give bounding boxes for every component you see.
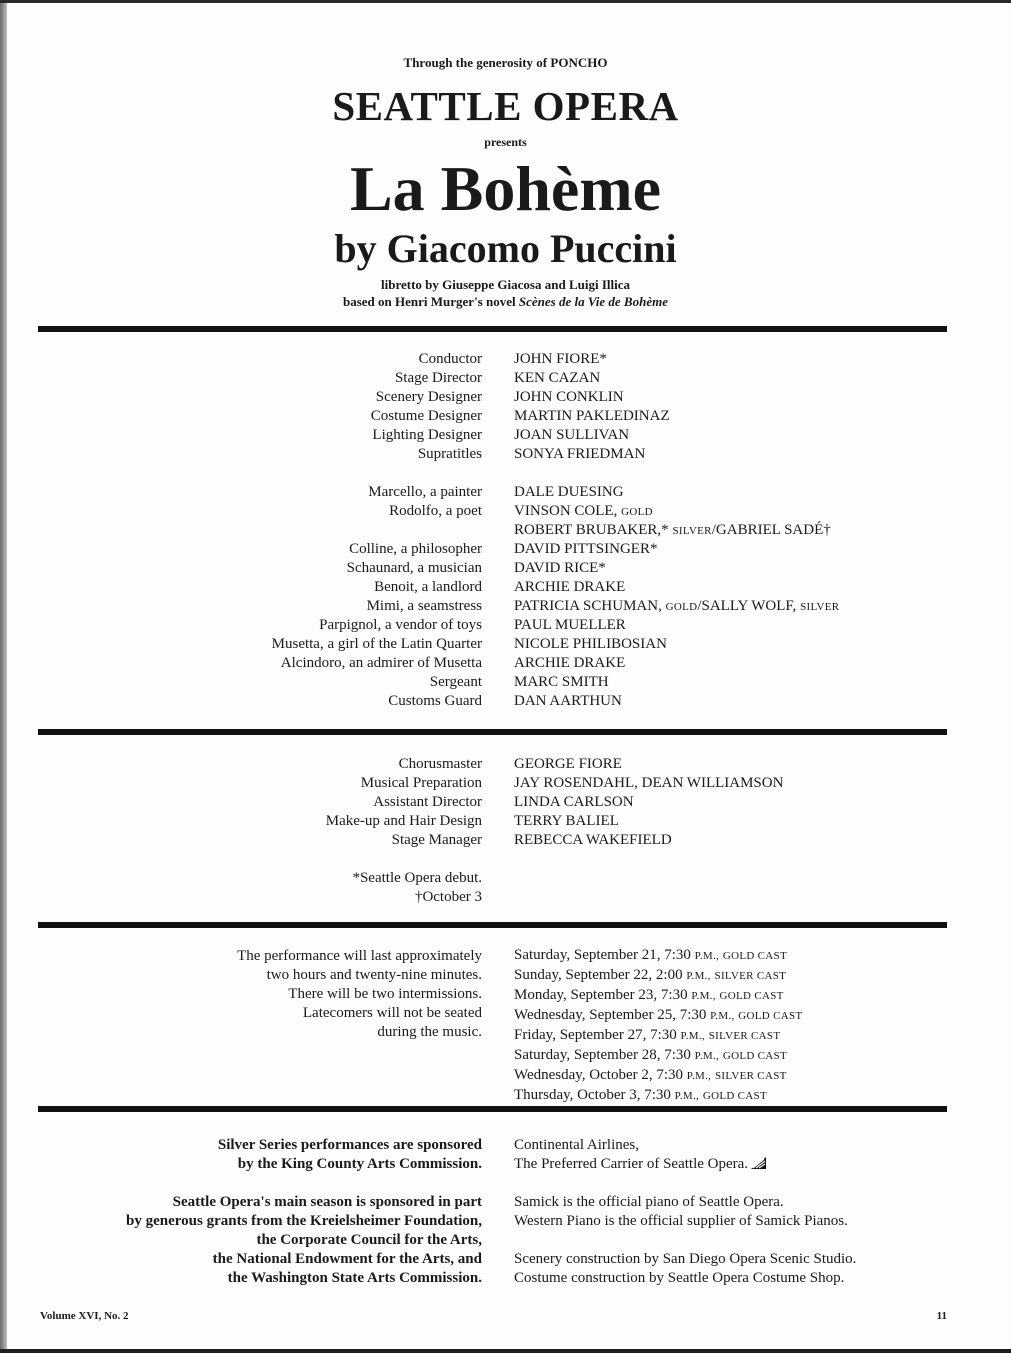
credit-name: JOHN CONKLIN	[514, 389, 624, 405]
cast-row	[0, 521, 1011, 540]
staff-row	[0, 831, 1011, 850]
staff-role: Musical Preparation	[360, 775, 482, 791]
credit-role: Scenery Designer	[375, 389, 482, 405]
cast-role: Colline, a philosopher	[349, 541, 482, 557]
credit-row	[0, 407, 1011, 426]
cast-name: DAVID RICE*	[514, 560, 606, 576]
cast-role: Customs Guard	[388, 693, 482, 709]
section-divider	[38, 1106, 947, 1112]
cast-tag: SILVER CAST	[714, 970, 787, 982]
info-line: during the music.	[377, 1024, 482, 1040]
cast-row	[0, 540, 1011, 559]
info-line: Latecomers will not be seated	[302, 1005, 482, 1021]
ack-line: Samick is the official piano of Seattle Opera.	[514, 1194, 784, 1210]
cast-name: ROBERT BRUBAKER,* SILVER/GABRIEL SADÉ†	[514, 522, 831, 538]
credit-row	[0, 369, 1011, 388]
cast-role: Alcindoro, an admirer of Musetta	[280, 655, 482, 671]
info-line: two hours and twenty-nine minutes.	[266, 967, 482, 983]
construction-acknowledgement	[514, 1250, 856, 1288]
cast-name: DAN AARTHUN	[514, 693, 622, 709]
company-name: SEATTLE OPERA	[332, 83, 679, 129]
cast-tag: GOLD CAST	[738, 1010, 803, 1022]
schedule-item: Saturday, September 21, 7:30 P.M., GOLD CAST	[514, 947, 787, 963]
credit-name: JOAN SULLIVAN	[514, 427, 630, 443]
staff-name: TERRY BALIEL	[514, 813, 619, 829]
libretto-line: libretto by Giuseppe Giacosa and Luigi Illica	[381, 277, 630, 292]
credit-row	[0, 350, 1011, 369]
based-on-prefix: based on Henri Murger's novel	[343, 294, 519, 309]
date-note: †October 3	[414, 889, 482, 905]
cast-name: PATRICIA SCHUMAN, GOLD/SALLY WOLF, SILVER	[514, 598, 840, 614]
sponsor-line: by the King County Arts Commission.	[237, 1156, 482, 1172]
page-number: 11	[936, 1310, 947, 1322]
main-season-sponsor	[126, 1193, 482, 1288]
cast-row	[0, 616, 1011, 635]
cast-row	[0, 559, 1011, 578]
cast-role: Parpignol, a vendor of toys	[319, 617, 482, 633]
cast-name: VINSON COLE, GOLD	[514, 503, 653, 519]
cast-tag: SILVER CAST	[708, 1030, 781, 1042]
cast-tag: GOLD CAST	[702, 1090, 767, 1102]
cast-role: Marcello, a painter	[368, 484, 482, 500]
airline-acknowledgement	[514, 1136, 767, 1176]
page-top-edge	[0, 0, 1011, 3]
staff-role: Make-up and Hair Design	[325, 813, 482, 829]
cast-name: ARCHIE DRAKE	[514, 655, 626, 671]
continental-airlines-logo-icon	[750, 1155, 767, 1176]
cast-name: PAUL MUELLER	[514, 617, 626, 633]
ack-line: Costume construction by Seattle Opera Costume Shop.	[514, 1270, 845, 1286]
cast-row	[0, 654, 1011, 673]
cast-tag: SILVER CAST	[714, 1070, 787, 1082]
credit-role: Costume Designer	[370, 408, 482, 424]
credit-row	[0, 426, 1011, 445]
section-divider	[38, 729, 947, 735]
ack-line: Western Piano is the official supplier of Samick Pianos.	[514, 1213, 848, 1229]
cast-name: DAVID PITTSINGER*	[514, 541, 658, 557]
credit-role: Stage Director	[394, 370, 482, 386]
credits-block	[0, 350, 1011, 711]
credit-role: Lighting Designer	[372, 427, 482, 443]
credit-name: SONYA FRIEDMAN	[514, 446, 646, 462]
note-row	[0, 869, 1011, 888]
section-divider	[38, 922, 947, 928]
cast-role: Benoit, a landlord	[374, 579, 482, 595]
novel-title: Scènes de la Vie de Bohème	[518, 294, 668, 309]
cast-tag: GOLD	[621, 506, 653, 518]
ack-line: Continental Airlines,	[514, 1137, 639, 1153]
staff-role: Stage Manager	[391, 832, 482, 848]
staff-role: Assistant Director	[373, 794, 482, 810]
silver-series-sponsor	[218, 1136, 482, 1174]
credit-role: Supratitles	[417, 446, 482, 462]
note-row	[0, 888, 1011, 907]
credit-row	[0, 388, 1011, 407]
staff-row	[0, 812, 1011, 831]
cast-tag: GOLD CAST	[722, 1050, 787, 1062]
cast-role: Musetta, a girl of the Latin Quarter	[271, 636, 482, 652]
cast-name: NICOLE PHILIBOSIAN	[514, 636, 667, 652]
ack-line: Scenery construction by San Diego Opera Scenic Studio.	[514, 1251, 857, 1267]
schedule-item: Wednesday, October 2, 7:30 P.M., SILVER CAST	[514, 1067, 787, 1083]
schedule-item: Monday, September 23, 7:30 P.M., GOLD CAST	[514, 987, 784, 1003]
cast-name: ARCHIE DRAKE	[514, 579, 626, 595]
staff-row	[0, 774, 1011, 793]
cast-role: Sergeant	[429, 674, 482, 690]
credit-role: Conductor	[418, 351, 482, 367]
presents-label: presents	[484, 135, 527, 149]
page-bottom-edge	[0, 1349, 1011, 1353]
piano-acknowledgement	[514, 1193, 848, 1231]
sponsor-credit: Through the generosity of PONCHO	[403, 55, 608, 70]
cast-row	[0, 483, 1011, 502]
cast-row	[0, 635, 1011, 654]
cast-tag: GOLD CAST	[719, 990, 784, 1002]
cast-role: Rodolfo, a poet	[389, 503, 482, 519]
staff-name: GEORGE FIORE	[514, 756, 622, 772]
performance-info	[237, 947, 482, 1042]
staff-role: Chorusmaster	[398, 756, 482, 772]
staff-row	[0, 755, 1011, 774]
cast-name: MARC SMITH	[514, 674, 609, 690]
schedule-item: Saturday, September 28, 7:30 P.M., GOLD CAST	[514, 1047, 787, 1063]
performance-schedule	[514, 946, 802, 1106]
staff-name: REBECCA WAKEFIELD	[514, 832, 672, 848]
volume-label: Volume XVI, No. 2	[40, 1310, 129, 1322]
debut-note: *Seattle Opera debut.	[352, 870, 482, 886]
cast-tag: SILVER	[672, 525, 712, 537]
cast-row	[0, 597, 1011, 616]
cast-role: Schaunard, a musician	[346, 560, 482, 576]
staff-name: LINDA CARLSON	[514, 794, 634, 810]
staff-row	[0, 793, 1011, 812]
credit-name: JOHN FIORE*	[514, 351, 607, 367]
schedule-item: Thursday, October 3, 7:30 P.M., GOLD CAST	[514, 1087, 767, 1103]
credit-row	[0, 445, 1011, 464]
cast-row	[0, 673, 1011, 692]
opera-title: La Bohème	[349, 153, 662, 224]
sponsor-line: the Corporate Council for the Arts,	[256, 1232, 482, 1248]
cast-tag: GOLD CAST	[722, 950, 787, 962]
schedule-item: Friday, September 27, 7:30 P.M., SILVER CAST	[514, 1027, 781, 1043]
staff-name: JAY ROSENDAHL, DEAN WILLIAMSON	[514, 775, 784, 791]
cast-tag: SILVER	[800, 601, 840, 613]
cast-row	[0, 502, 1011, 521]
ack-line: The Preferred Carrier of Seattle Opera.	[514, 1155, 767, 1176]
schedule-item: Sunday, September 22, 2:00 P.M., SILVER CAST	[514, 967, 787, 983]
info-line: There will be two intermissions.	[288, 986, 482, 1002]
credit-name: KEN CAZAN	[514, 370, 601, 386]
sponsor-line: Seattle Opera's main season is sponsored in part	[172, 1194, 482, 1210]
sponsor-line: the National Endowment for the Arts, and	[212, 1251, 482, 1267]
schedule-item: Wednesday, September 25, 7:30 P.M., GOLD CAST	[514, 1007, 803, 1023]
cast-tag: GOLD	[665, 601, 698, 613]
staff-block	[0, 755, 1011, 907]
sponsor-line: by generous grants from the Kreielsheimer Foundation,	[126, 1213, 482, 1229]
cast-name: DALE DUESING	[514, 484, 624, 500]
info-line: The performance will last approximately	[237, 948, 482, 964]
credit-name: MARTIN PAKLEDINAZ	[514, 408, 670, 424]
sponsor-line: Silver Series performances are sponsored	[217, 1137, 482, 1153]
cast-role: Mimi, a seamstress	[366, 598, 482, 614]
cast-row	[0, 692, 1011, 711]
cast-row	[0, 578, 1011, 597]
based-on-line	[0, 293, 1011, 310]
sponsor-line: the Washington State Arts Commission.	[227, 1270, 482, 1286]
libretto-credit	[0, 276, 1011, 310]
composer-line: by Giacomo Puccini	[334, 226, 677, 271]
section-divider	[38, 326, 947, 332]
